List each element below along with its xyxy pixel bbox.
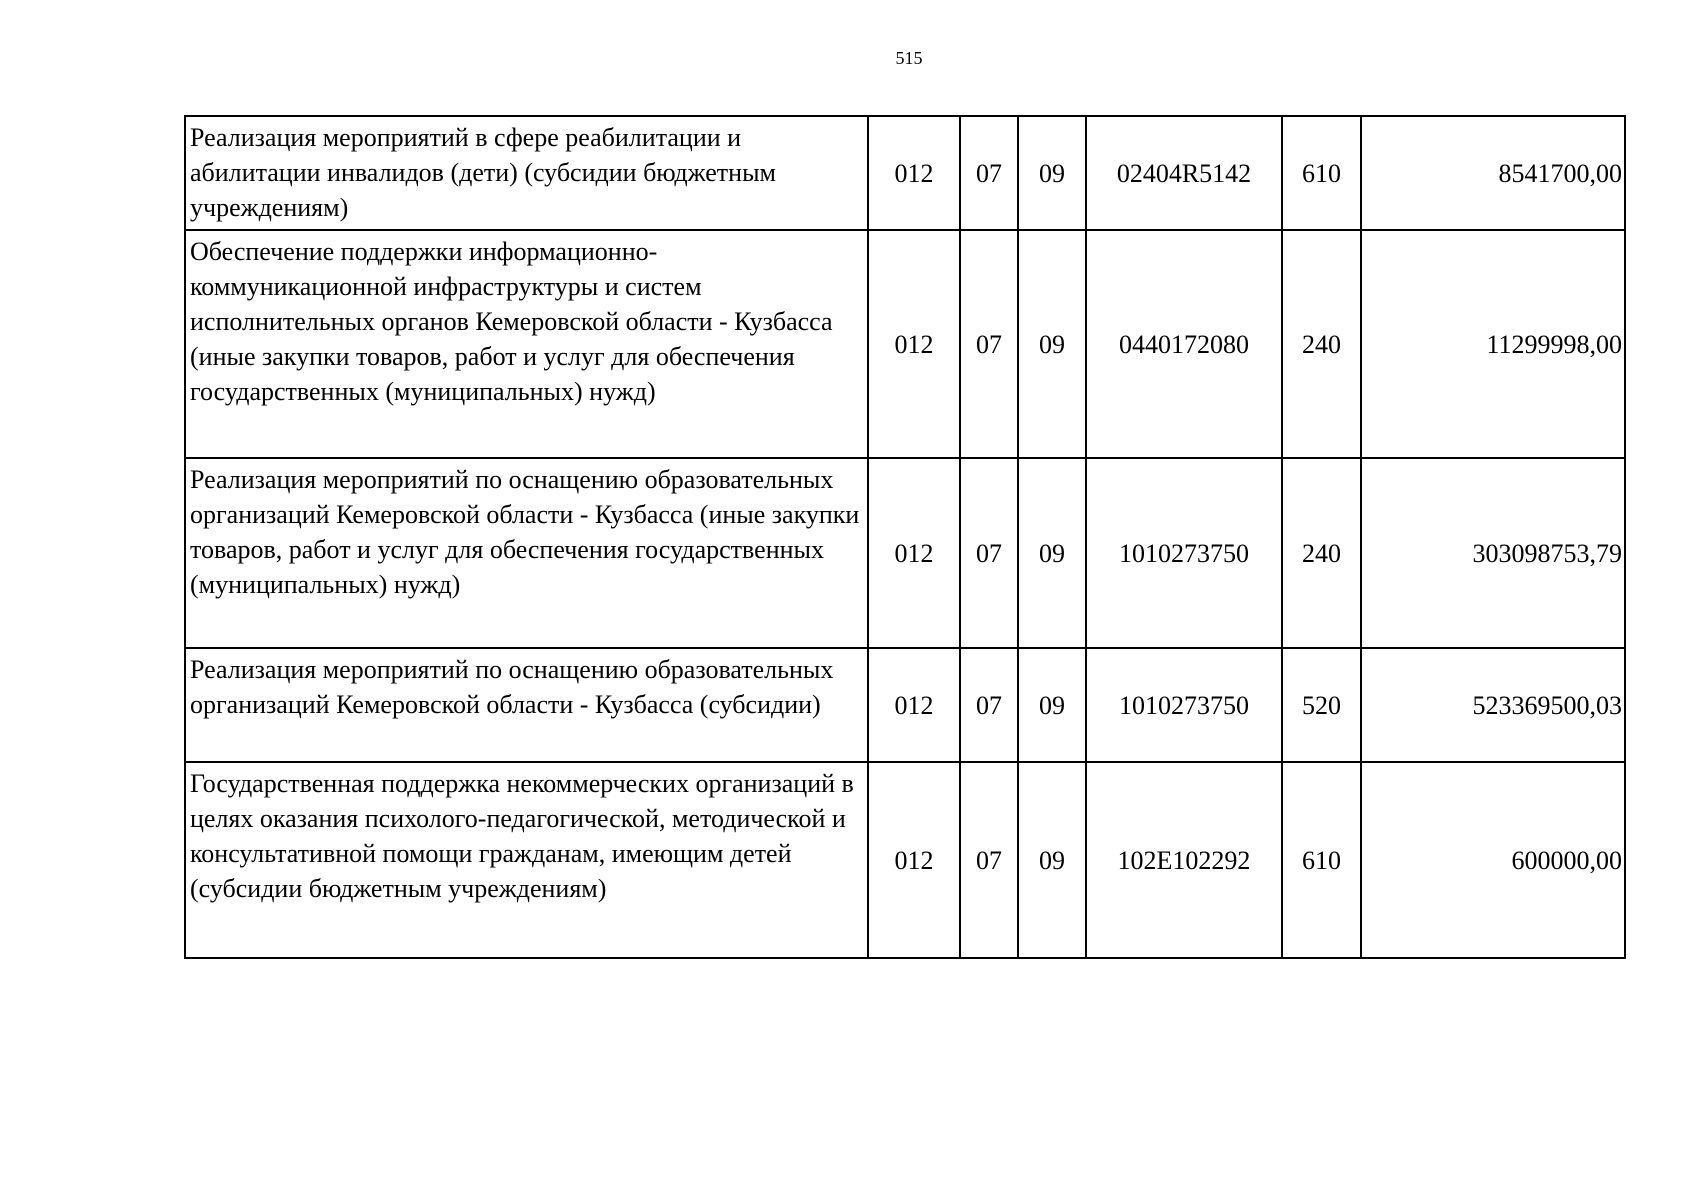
- subsection-code: 09: [1018, 230, 1086, 458]
- expense-type-code: 610: [1282, 116, 1361, 230]
- target-article-code: 1010273750: [1086, 648, 1282, 762]
- budget-table: [184, 115, 1626, 959]
- expense-type-code: 610: [1282, 762, 1361, 958]
- section-code: 07: [960, 762, 1018, 958]
- amount: 303098753,79: [1361, 458, 1625, 648]
- expense-type-code: 240: [1282, 458, 1361, 648]
- subsection-code: 09: [1018, 116, 1086, 230]
- row-description: Реализация мероприятий в сфере реабилитации и абилитации инвалидов (дети) (субсидии бюджетным учреждениям): [185, 116, 868, 230]
- target-article-code: 102E102292: [1086, 762, 1282, 958]
- section-code: 07: [960, 458, 1018, 648]
- subsection-code: 09: [1018, 458, 1086, 648]
- table-row: [185, 762, 1625, 958]
- ministry-code: 012: [868, 458, 960, 648]
- table-row: [185, 648, 1625, 762]
- table-row: [185, 116, 1625, 230]
- section-code: 07: [960, 230, 1018, 458]
- ministry-code: 012: [868, 230, 960, 458]
- row-description: Государственная поддержка некоммерческих организаций в целях оказания психолого-педагогической, методической и консультативной помощи гражданам, имеющим детей (субсидии бюджетным учреждениям): [185, 762, 868, 958]
- subsection-code: 09: [1018, 762, 1086, 958]
- amount: 600000,00: [1361, 762, 1625, 958]
- target-article-code: 02404R5142: [1086, 116, 1282, 230]
- ministry-code: 012: [868, 762, 960, 958]
- section-code: 07: [960, 116, 1018, 230]
- amount: 523369500,03: [1361, 648, 1625, 762]
- row-description: Реализация мероприятий по оснащению образовательных организаций Кемеровской области - Кузбасса (субсидии): [185, 648, 868, 762]
- target-article-code: 1010273750: [1086, 458, 1282, 648]
- target-article-code: 0440172080: [1086, 230, 1282, 458]
- row-description: Реализация мероприятий по оснащению образовательных организаций Кемеровской области - Кузбасса (иные закупки товаров, работ и услуг для обеспечения государственных (муниципальных) нужд): [185, 458, 868, 648]
- expense-type-code: 240: [1282, 230, 1361, 458]
- expense-type-code: 520: [1282, 648, 1361, 762]
- amount: 8541700,00: [1361, 116, 1625, 230]
- page-number: 515: [895, 48, 923, 68]
- table-row: [185, 458, 1625, 648]
- subsection-code: 09: [1018, 648, 1086, 762]
- ministry-code: 012: [868, 648, 960, 762]
- row-description: Обеспечение поддержки информационно-коммуникационной инфраструктуры и систем исполнительных органов Кемеровской области - Кузбасса (иные закупки товаров, работ и услуг для обеспечения государственных (муниципальных) нужд): [185, 230, 868, 458]
- ministry-code: 012: [868, 116, 960, 230]
- table-row: [185, 230, 1625, 458]
- amount: 11299998,00: [1361, 230, 1625, 458]
- section-code: 07: [960, 648, 1018, 762]
